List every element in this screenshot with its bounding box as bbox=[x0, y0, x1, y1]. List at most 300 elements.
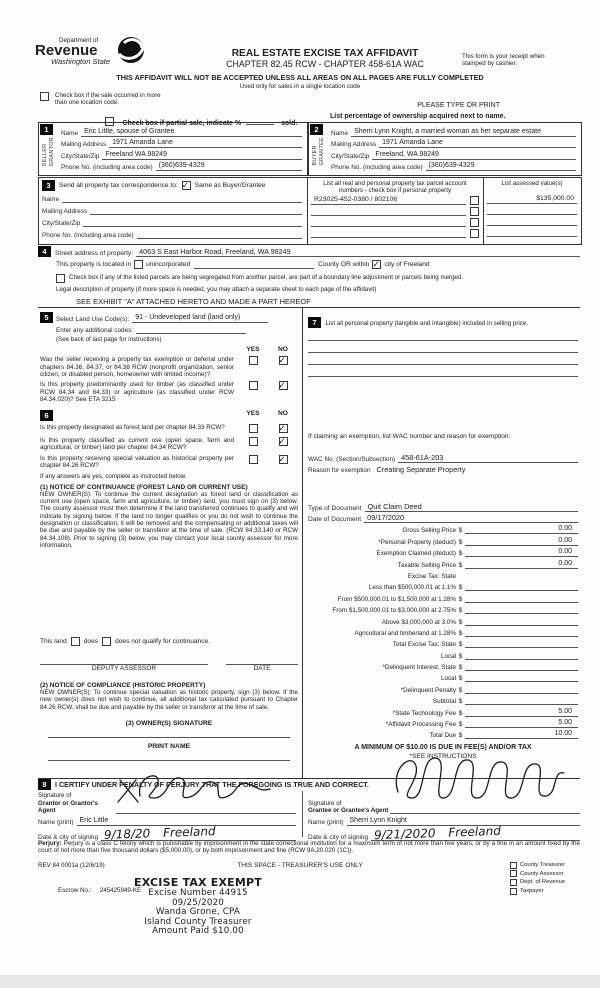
print-name-heading: PRINT NAME bbox=[147, 743, 191, 751]
s6-q3-no-checkbox[interactable] bbox=[279, 455, 288, 464]
single-location-note: Used only for sales in a single location code bbox=[239, 83, 361, 90]
dollar-sign: $ bbox=[458, 607, 463, 615]
main-region bbox=[38, 307, 580, 779]
tax-line-1-label: Less than $500,000.01 at 1.1% bbox=[368, 584, 456, 592]
grantee-name-field[interactable]: Sherri Lynn Knight bbox=[347, 817, 580, 826]
land-use-label: Select Land Use Code(s): bbox=[56, 316, 130, 323]
see-instructions-note: *SEE INSTRUCTIONS bbox=[409, 753, 477, 761]
dollar-sign: $ bbox=[458, 686, 463, 694]
s6-header-row bbox=[40, 410, 298, 421]
seller-side-bottom: GRANTOR bbox=[49, 137, 55, 167]
section-2-badge: 2 bbox=[310, 124, 323, 135]
multi-location-checkbox[interactable] bbox=[40, 92, 49, 101]
stamp-line-3: 09/25/2020 bbox=[171, 897, 225, 908]
tax-line-4-amount-field[interactable] bbox=[465, 617, 578, 626]
money-line-1-amount-field[interactable]: 0.00 bbox=[465, 525, 578, 534]
excise-tax-header: Excise Tax: State bbox=[407, 572, 456, 580]
correspondence-city-label: City/State/Zip bbox=[42, 220, 81, 227]
routing-checkbox-3[interactable] bbox=[510, 879, 517, 886]
tax-line-14 bbox=[308, 728, 578, 739]
if-yes-note: If any answers are yes, complete as instructed below. bbox=[40, 473, 187, 481]
routing-label-4: Taxpayer bbox=[520, 888, 544, 895]
section-8-badge: 8 bbox=[38, 779, 51, 790]
treasurer-use-note: THIS SPACE - TREASURER'S USE ONLY bbox=[237, 862, 363, 869]
dollar-sign: $ bbox=[458, 721, 463, 729]
tax-line-5 bbox=[308, 626, 578, 637]
correspondence-name-row bbox=[42, 191, 302, 203]
assessed-row-4 bbox=[487, 226, 577, 237]
personal-property-header bbox=[308, 312, 578, 330]
buyer-city-label: City/State/Zip bbox=[331, 152, 370, 160]
s6-q2-yes-checkbox[interactable] bbox=[249, 437, 258, 446]
tax-line-8 bbox=[308, 660, 578, 671]
scan-edge-band bbox=[0, 975, 600, 988]
money-line-2-label: *Personal Property (deduct) bbox=[378, 538, 456, 546]
tax-line-13 bbox=[308, 717, 578, 728]
grantor-date-row bbox=[38, 826, 296, 841]
grantor-date-field[interactable] bbox=[101, 826, 296, 841]
money-line-2-amount-field[interactable]: 0.00 bbox=[465, 537, 578, 546]
s5-yes-header: YES bbox=[246, 346, 260, 354]
dollar-sign: $ bbox=[458, 595, 463, 603]
doc-date-field[interactable]: 09/17/2020 bbox=[364, 513, 578, 523]
grantee-date-handwriting: 9/21/2020 Freeland bbox=[373, 823, 502, 843]
qualify-prefix: This land bbox=[40, 637, 67, 645]
tax-line-9 bbox=[308, 671, 578, 682]
tax-line-1 bbox=[308, 580, 578, 591]
revenue-swoosh-icon bbox=[115, 34, 147, 66]
routing-label-1: County Treasurer bbox=[520, 862, 565, 869]
buyer-phone-label: Phone No. (including area code) bbox=[331, 164, 423, 171]
deputy-assessor-label: DEPUTY ASSESSOR bbox=[91, 665, 157, 673]
certify-text: I CERTIFY UNDER PENALTY OF PERJURY THAT THE FOREGOING IS TRUE AND CORRECT. bbox=[55, 780, 369, 789]
wac-row bbox=[308, 451, 578, 463]
s5-question-2 bbox=[40, 381, 298, 403]
left-column bbox=[40, 312, 298, 761]
tax-line-8-label: *Delinquent Interest: State bbox=[382, 664, 456, 672]
see-back-note: (See back of last page for instructions) bbox=[56, 336, 162, 343]
logo-washington-state: Washington State bbox=[51, 57, 111, 67]
correspondence-mailing-field[interactable] bbox=[90, 206, 302, 215]
assessed-row-1 bbox=[487, 187, 577, 204]
right-column bbox=[308, 312, 578, 761]
buyer-mailing-row bbox=[331, 137, 576, 149]
correspondence-city-row bbox=[42, 215, 302, 227]
notice1-title: (1) NOTICE OF CONTINUANCE (FOREST LAND OR CURRENT USE) bbox=[40, 483, 248, 491]
tax-line-10 bbox=[308, 682, 578, 693]
print-name-line[interactable] bbox=[48, 750, 290, 761]
exhibit-text: SEE EXHIBIT "A" ATTACHED HERETO AND MADE A PART HEREOF bbox=[76, 297, 311, 307]
money-line-3-amount-field[interactable]: 0.00 bbox=[465, 548, 578, 557]
ownership-note: List percentage of ownership acquired next to name. bbox=[330, 113, 506, 120]
tax-line-11-amount-field[interactable] bbox=[465, 696, 578, 705]
tax-line-12-amount-field[interactable]: 5.00 bbox=[465, 708, 578, 717]
dollar-sign: $ bbox=[458, 664, 463, 672]
grantor-date-label: Date & city of signing bbox=[38, 834, 99, 841]
parcel-row-4 bbox=[311, 227, 479, 238]
additional-codes-row bbox=[56, 323, 298, 334]
correspondence-city-field[interactable] bbox=[83, 218, 302, 227]
grantee-signature-line[interactable] bbox=[390, 805, 580, 814]
land-use-row bbox=[40, 312, 298, 323]
personal-property-line-1[interactable] bbox=[308, 330, 578, 341]
buyer-name-field[interactable]: Sherri Lynn Knight, a married woman as her separate estate bbox=[351, 128, 576, 137]
tax-line-7-amount-field[interactable] bbox=[465, 651, 578, 660]
buyer-phone-row bbox=[331, 160, 576, 172]
parcel-3-personal-checkbox[interactable] bbox=[470, 218, 479, 227]
s5-q2-yes-checkbox[interactable] bbox=[249, 381, 258, 390]
tax-line-13-label: *Affidavit Processing Fee bbox=[385, 721, 456, 729]
segregated-label: Check box if any of the listed parcels are being segregated from another parcel, are part of a boundary line adjustment or parcels being merged. bbox=[69, 274, 464, 281]
receipt-note: This form is your receipt when stamped by cashier. bbox=[462, 53, 545, 68]
legal-description-label: Legal description of property (if more space is needed, you may attach a separate sheet to each page of the affidavit) bbox=[56, 286, 377, 293]
tax-line-1-amount-field[interactable] bbox=[465, 582, 578, 591]
routing-checkbox-1[interactable] bbox=[510, 862, 517, 869]
owners-signature-line[interactable] bbox=[48, 727, 290, 738]
seller-name-label: Name bbox=[61, 129, 79, 137]
seller-side-label bbox=[42, 137, 56, 166]
correspondence-mailing-row bbox=[42, 203, 302, 215]
correspondence-name-field[interactable] bbox=[62, 194, 302, 203]
correspondence-name-label: Name bbox=[42, 196, 60, 203]
money-line-1 bbox=[308, 523, 578, 534]
routing-row-4 bbox=[510, 887, 565, 896]
located-in-label: This property is located in bbox=[56, 261, 132, 268]
warning-line: THIS AFFIDAVIT WILL NOT BE ACCEPTED UNLESS ALL AREAS ON ALL PAGES ARE FULLY COMPLETED bbox=[116, 73, 484, 82]
exemption-note: If claiming an exemption, list WAC number and reason for exemption: bbox=[308, 433, 511, 440]
doc-type-field[interactable]: Quit Claim Deed bbox=[365, 502, 578, 512]
section-6-badge: 6 bbox=[40, 410, 53, 421]
s6-q3-yes-checkbox[interactable] bbox=[249, 455, 258, 464]
grantor-name-label: Name (print) bbox=[38, 819, 74, 826]
assessed-3-field[interactable] bbox=[487, 217, 577, 226]
tax-line-12 bbox=[308, 705, 578, 716]
s6-q3-text: Is this property receiving special valuation as historical property per chapter 84.26 RCW? bbox=[40, 454, 234, 470]
routing-row-2 bbox=[510, 870, 565, 879]
money-rows bbox=[308, 523, 578, 569]
perjury-paragraph bbox=[38, 840, 580, 855]
tax-line-9-amount-field[interactable] bbox=[465, 673, 578, 682]
rev-number: REV 84 0001a (12/6/19) bbox=[38, 862, 105, 869]
dollar-sign: $ bbox=[458, 561, 463, 569]
seller-name-row bbox=[61, 125, 302, 137]
partial-sale-sold-label: sold. bbox=[281, 120, 298, 127]
grantor-name-row bbox=[38, 814, 296, 826]
routing-checkbox-4[interactable] bbox=[510, 888, 517, 895]
tax-line-3-amount-field[interactable] bbox=[465, 605, 578, 614]
correspondence-phone-field[interactable] bbox=[137, 230, 302, 239]
buyer-name-label: Name bbox=[331, 129, 349, 137]
section-3-divider-1 bbox=[307, 178, 308, 244]
grantee-sig-label-1: Signature of bbox=[308, 799, 342, 807]
routing-row-3 bbox=[510, 878, 565, 887]
grantee-date-field[interactable] bbox=[371, 823, 580, 843]
dollar-sign: $ bbox=[458, 538, 463, 546]
does-label: does bbox=[83, 637, 99, 645]
seller-box bbox=[38, 122, 308, 176]
tax-line-6-amount-field[interactable] bbox=[465, 639, 578, 648]
routing-label-2: County Assessor bbox=[520, 870, 564, 877]
grantee-name-row bbox=[308, 814, 580, 826]
tax-line-11 bbox=[308, 694, 578, 705]
segregated-row bbox=[56, 274, 580, 283]
tax-line-9-label: Local bbox=[440, 675, 456, 683]
seller-city-field[interactable]: Freeland WA 98249 bbox=[102, 151, 302, 160]
parcel-row-1 bbox=[311, 195, 479, 205]
parcel-header: List all real and personal property tax parcel account numbers - check box if personal property bbox=[323, 180, 467, 195]
tax-rows bbox=[308, 580, 578, 739]
additional-codes-field[interactable] bbox=[136, 325, 246, 334]
tax-line-7 bbox=[308, 648, 578, 659]
s6-question-1 bbox=[40, 424, 298, 434]
page-title: REAL ESTATE EXCISE TAX AFFIDAVIT bbox=[231, 48, 419, 59]
street-address-label: Street address of property: bbox=[55, 250, 134, 257]
tax-line-10-label: *Delinquent Penalty bbox=[400, 686, 456, 694]
buyer-side-top: BUYER bbox=[312, 145, 318, 166]
grantor-sig-label-2: Grantor or Grantor's Agent bbox=[38, 799, 98, 814]
stamp-line-6: Amount Paid $10.00 bbox=[152, 926, 244, 937]
same-as-buyer-checkbox[interactable] bbox=[182, 181, 191, 190]
section-5-badge: 5 bbox=[40, 312, 53, 323]
parcel-1-field[interactable]: R23025-452-0380 / 802106 bbox=[311, 196, 466, 205]
correspondence-phone-label: Phone No. (including area code) bbox=[42, 232, 134, 239]
parcel-4-field[interactable] bbox=[311, 229, 466, 238]
grantor-name-field[interactable]: Eric Little bbox=[77, 817, 296, 826]
personal-property-label: List all personal property (tangible and intangible) included in selling price. bbox=[325, 320, 529, 327]
assessed-1-field[interactable]: $135,000.00 bbox=[487, 195, 577, 204]
logo-dept-of: Department of bbox=[59, 37, 99, 44]
located-in-row bbox=[56, 257, 580, 269]
unincorporated-checkbox[interactable] bbox=[134, 260, 143, 269]
correspondence-mailing-label: Mailing Address bbox=[42, 208, 88, 215]
escrow-number: 245425949-KE bbox=[99, 887, 142, 894]
land-use-field[interactable]: 91 - Undeveloped land (land only) bbox=[132, 314, 268, 323]
routing-row-1 bbox=[510, 861, 565, 870]
s5-q2-text: Is this property predominantly used for timber (as classified under RCW 84.34 and 84.33) or agriculture (as classified under RCW 84.34.020)? See ETA 3215 bbox=[40, 381, 234, 403]
wac-label: WAC No. (Section/Subsection) bbox=[308, 455, 396, 463]
routing-checkbox-2[interactable] bbox=[510, 870, 517, 877]
tax-line-10-amount-field[interactable] bbox=[465, 685, 578, 694]
grantee-date-label: Date & city of signing bbox=[308, 834, 369, 841]
correspondence-header-row bbox=[42, 180, 302, 191]
tax-line-6-label: Total Excise Tax: State bbox=[392, 641, 456, 649]
multi-location-row bbox=[40, 92, 215, 107]
additional-codes-label: Enter any additional codes: bbox=[56, 327, 134, 334]
stamp-line-1: EXCISE TAX EXEMPT bbox=[134, 876, 262, 889]
owners-signature-heading: (3) OWNER(S) SIGNATURE bbox=[125, 720, 213, 728]
partial-sale-label: Check box if partial sale, indicate % bbox=[122, 120, 242, 127]
grantor-sig-label-1: Signature of bbox=[38, 792, 72, 800]
minimum-fee-note: A MINIMUM OF $10.00 IS DUE IN FEE(S) AND/OR TAX bbox=[354, 744, 532, 752]
buyer-mailing-field[interactable]: 1971 Amanda Lane bbox=[379, 139, 576, 148]
grantee-date-row bbox=[308, 823, 580, 843]
does-not-checkbox[interactable] bbox=[102, 637, 111, 646]
money-line-1-label: Gross Selling Price bbox=[402, 527, 456, 535]
buyer-mailing-label: Mailing Address bbox=[331, 141, 377, 148]
seller-name-field[interactable]: Eric Little, spouse of Grantee bbox=[81, 128, 302, 137]
dollar-sign: $ bbox=[458, 698, 463, 706]
s6-q1-no-checkbox[interactable] bbox=[279, 424, 288, 433]
buyer-city-row bbox=[331, 148, 576, 160]
notice2-title: (2) NOTICE OF COMPLIANCE (HISTORIC PROPERTY) bbox=[40, 682, 206, 690]
dollar-sign: $ bbox=[458, 732, 463, 740]
money-line-3-label: Exemption Claimed (deduct) bbox=[376, 550, 456, 558]
please-type-note: PLEASE TYPE OR PRINT bbox=[417, 102, 500, 109]
assessed-row-3 bbox=[487, 215, 577, 226]
qualify-row bbox=[40, 637, 298, 646]
notice2-body: NEW OWNER(S): To continue special valuation as historic property, sign (3) below. If the new owner(s) does not wish to continue, all additional tax calculated pursuant to Chapter 84.26 RCW, shall be due and payable by the seller or transferor at the time of sale. bbox=[40, 689, 298, 711]
perjury-body: Perjury is a class C felony which is punishable by imprisonment in the state correctional institution for a maximum term of not more than five years, or by a fine in an amount fixed by the court of not more than five thousand dollars ($5,000.00), or by both imprisonment and fine (RCW 9A.20.020 (1C)). bbox=[38, 840, 580, 855]
grantee-sig-label-2: Grantee or Grantee's Agent bbox=[308, 806, 389, 814]
tax-line-2 bbox=[308, 591, 578, 602]
reason-label: Reason for exemption bbox=[308, 467, 371, 474]
section-1-badge: 1 bbox=[40, 124, 53, 135]
money-line-4-amount-field[interactable]: 0.00 bbox=[465, 560, 578, 569]
dollar-sign: $ bbox=[458, 584, 463, 592]
multi-location-label: Check box if the sale occurred in more than one location code. bbox=[55, 92, 161, 107]
stamp-line-4: Wanda Grone, CPA bbox=[155, 907, 241, 918]
grantee-signature-ink bbox=[388, 748, 580, 806]
s5-q2-no-checkbox[interactable] bbox=[279, 381, 288, 390]
wac-field[interactable]: 458-61A-203 bbox=[398, 453, 578, 463]
doc-date-label: Date of Document bbox=[308, 516, 362, 523]
routing-checkbox-list bbox=[510, 861, 565, 895]
seller-mailing-row bbox=[61, 137, 302, 149]
buyer-box bbox=[308, 122, 582, 176]
s5-no-header: NO bbox=[278, 346, 288, 354]
section-3-divider-2 bbox=[483, 178, 484, 244]
seller-city-label: City/State/Zip bbox=[61, 152, 100, 160]
doc-type-label: Type of Document bbox=[308, 504, 362, 512]
seller-mailing-label: Mailing Address bbox=[61, 141, 107, 148]
tax-line-14-amount-field[interactable]: 10.00 bbox=[465, 730, 578, 739]
personal-property-line-4[interactable] bbox=[308, 365, 578, 377]
logo-revenue: Revenue bbox=[35, 42, 98, 60]
s6-yes-header: YES bbox=[246, 410, 260, 418]
money-line-4 bbox=[308, 557, 578, 568]
buyer-phone-field[interactable]: (360)639-4329 bbox=[426, 162, 576, 171]
personal-property-line-3[interactable] bbox=[308, 353, 578, 365]
money-line-4-label: Taxable Selling Price bbox=[397, 561, 456, 569]
street-address-row bbox=[38, 245, 580, 257]
segregated-checkbox[interactable] bbox=[56, 274, 65, 283]
tax-line-4 bbox=[308, 614, 578, 625]
section-4-badge: 4 bbox=[38, 246, 51, 257]
tax-line-7-label: Local bbox=[440, 652, 456, 660]
buyer-side-label bbox=[312, 137, 326, 165]
s6-q1-text: Is this property designated as forest land per chapter 84.33 RCW? bbox=[40, 424, 225, 432]
seller-phone-row bbox=[61, 160, 302, 172]
tax-line-2-amount-field[interactable] bbox=[465, 594, 578, 603]
tax-line-4-label: Above $3,000,000 at 3.0% bbox=[381, 618, 456, 626]
parcel-1-personal-checkbox[interactable] bbox=[470, 196, 479, 205]
grantee-name-label: Name (print) bbox=[308, 819, 344, 826]
section-3 bbox=[38, 177, 582, 245]
assessed-4-field[interactable] bbox=[487, 228, 577, 237]
does-not-label: does not qualify for continuance. bbox=[115, 637, 211, 645]
tax-line-8-amount-field[interactable] bbox=[465, 662, 578, 671]
dollar-sign: $ bbox=[458, 527, 463, 535]
does-checkbox[interactable] bbox=[71, 637, 80, 646]
deputy-date-label: DATE bbox=[253, 665, 271, 673]
dollar-sign: $ bbox=[458, 652, 463, 660]
treasurer-stamp bbox=[118, 877, 278, 937]
s6-q1-yes-checkbox[interactable] bbox=[249, 424, 258, 433]
dollar-sign: $ bbox=[458, 709, 463, 717]
seller-side-top: SELLER bbox=[42, 143, 48, 167]
tax-line-5-amount-field[interactable] bbox=[465, 628, 578, 637]
unincorporated-label: unincorporated bbox=[146, 261, 191, 268]
tax-line-5-label: Agricultural and timberland at 1.28% bbox=[354, 629, 456, 637]
routing-label-3: Dept. of Revenue bbox=[520, 879, 566, 886]
form-title-block bbox=[170, 48, 480, 69]
s6-q2-text: Is this property classified as current use (open space, farm and agricultural, or timber) land per chapter 84.34 RCW? bbox=[40, 437, 234, 452]
parcel-row-3 bbox=[311, 216, 479, 227]
tax-line-3-label: From $1,500,000.01 to $3,000,000 at 2.75% bbox=[332, 607, 456, 615]
tax-line-13-amount-field[interactable]: 5.00 bbox=[465, 719, 578, 728]
buyer-name-row bbox=[331, 125, 576, 137]
parcel-2-personal-checkbox[interactable] bbox=[470, 207, 479, 216]
county-field[interactable] bbox=[194, 260, 314, 269]
deputy-assessor-signature-line[interactable] bbox=[40, 658, 208, 665]
s5-q1-yes-checkbox[interactable] bbox=[249, 356, 258, 365]
section-4 bbox=[38, 245, 580, 306]
doc-type-row bbox=[308, 500, 578, 512]
personal-property-line-2[interactable] bbox=[308, 341, 578, 353]
s5-q1-no-checkbox[interactable] bbox=[279, 356, 288, 365]
parcel-2-field[interactable] bbox=[311, 207, 466, 216]
dollar-sign: $ bbox=[458, 641, 463, 649]
seller-phone-label: Phone No. (including area code) bbox=[61, 164, 153, 171]
tax-line-14-label: Total Due bbox=[429, 732, 456, 740]
deputy-date-line[interactable] bbox=[226, 658, 298, 665]
page-subtitle: CHAPTER 82.45 RCW - CHAPTER 458-61A WAC bbox=[226, 59, 424, 69]
assessed-2-field[interactable] bbox=[487, 206, 577, 215]
parcel-3-field[interactable] bbox=[311, 218, 466, 227]
grantor-signature-ink bbox=[112, 766, 277, 810]
city-checkbox[interactable] bbox=[372, 260, 381, 269]
s6-question-2 bbox=[40, 437, 298, 452]
county-or-label: County OR within bbox=[318, 261, 370, 268]
seller-phone-field[interactable]: (360)639-4329 bbox=[156, 162, 302, 171]
tax-line-2-label: From $500,000.01 to $1,500,000 at 1.28% bbox=[337, 595, 456, 603]
section-7-badge: 7 bbox=[308, 317, 321, 328]
street-address-field[interactable]: 4063 S East Harbor Road, Freeland, WA 98249 bbox=[136, 247, 580, 257]
assessed-row-2 bbox=[487, 204, 577, 215]
reason-field[interactable]: Creating Separate Property bbox=[376, 465, 466, 474]
dor-logo bbox=[35, 37, 170, 66]
seller-city-row bbox=[61, 148, 302, 160]
section-3-badge: 3 bbox=[42, 180, 55, 191]
money-line-3 bbox=[308, 546, 578, 557]
main-column-divider bbox=[302, 308, 303, 778]
s6-no-header: NO bbox=[278, 410, 288, 418]
tax-line-3 bbox=[308, 603, 578, 614]
dollar-sign: $ bbox=[458, 618, 463, 626]
same-as-buyer-label: Same as Buyer/Grantee bbox=[194, 181, 266, 189]
doc-date-row bbox=[308, 512, 578, 524]
s6-question-3 bbox=[40, 455, 298, 470]
s6-q2-no-checkbox[interactable] bbox=[279, 437, 288, 446]
city-of-label: city of Freeland bbox=[384, 261, 430, 268]
parcel-4-personal-checkbox[interactable] bbox=[470, 229, 479, 238]
buyer-city-field[interactable]: Freeland, WA 98249 bbox=[372, 151, 576, 160]
tax-line-11-label: Subtotal bbox=[432, 698, 456, 706]
correspondence-phone-row bbox=[42, 227, 302, 239]
seller-mailing-field[interactable]: 1971 Amanda Lane bbox=[109, 139, 302, 148]
assessed-header: List assessed value(s) bbox=[501, 180, 563, 187]
tax-line-12-label: *State Technology Fee bbox=[392, 709, 456, 717]
